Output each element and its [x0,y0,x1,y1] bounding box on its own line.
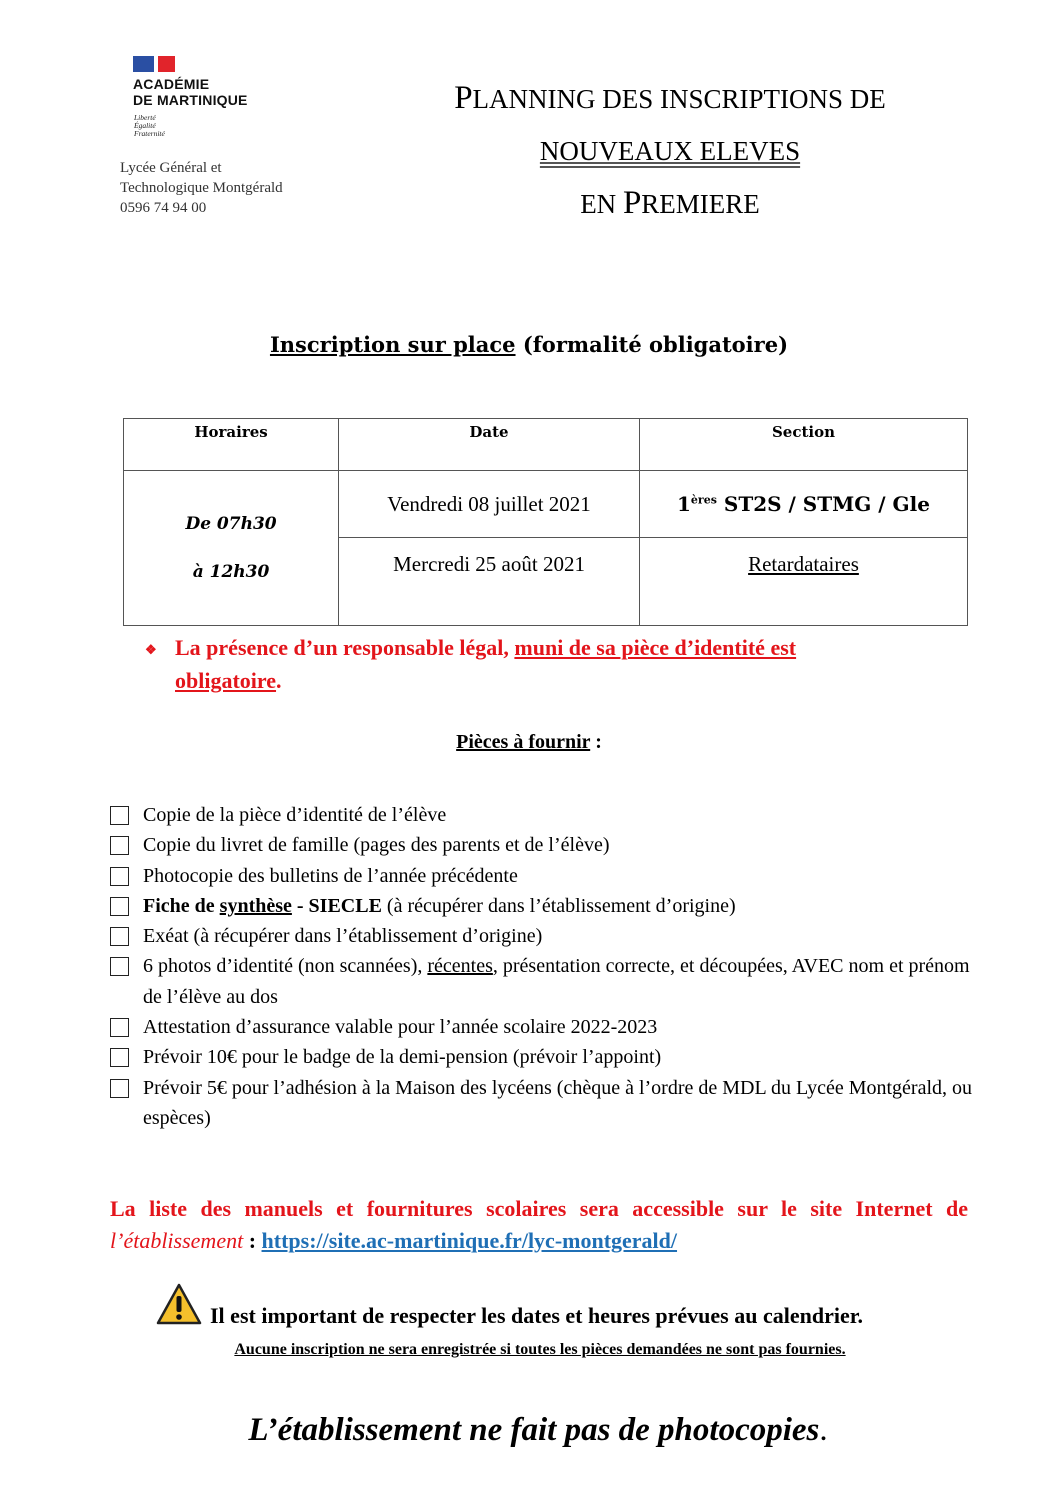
info-text: La liste des manuels et fournitures scolaires sera accessible sur le site Internet de [110,1196,968,1221]
header-date: Date [339,419,640,471]
item-label: Photocopie des bulletins de l’année précédente [143,864,518,887]
notice-text: La présence d’un responsable légal, [175,635,515,660]
checkbox[interactable] [110,957,129,976]
subtitle-underlined: Inscription sur place [269,332,516,357]
item-label: Copie de la pièce d’identité de l’élève [143,804,447,826]
item-label: Copie du livret de famille (pages des parents et de l’élève) [143,834,610,857]
item-label: Prévoir 5€ pour l’adhésion à la Maison des lycéens (chèque à l’ordre de MDL du Lycée Montgérald, ou espèces) [143,1076,973,1129]
school-phone: 0596 74 94 00 [120,200,207,216]
item-underlined: récentes [427,955,493,978]
warning-icon [156,1283,202,1325]
item-rest: (à récupérer dans l’établissement d’origine) [381,894,736,917]
checkbox[interactable] [110,897,129,916]
academie-line1: ACADÉMIE [133,76,210,92]
supplies-info [110,1193,968,1257]
title-initial: P [454,80,473,116]
checkbox[interactable] [110,806,129,825]
checkbox[interactable] [110,927,129,946]
pieces-title-colon: : [590,731,602,753]
title-line2-text: NOUVEAUX ELEVES [539,136,801,166]
item-label: Attestation d’assurance valable pour l’année scolaire 2022-2023 [143,1016,658,1039]
republic-motto [134,114,165,138]
title-line1-text: LANNING DES INSCRIPTIONS DE [472,84,886,114]
item-bold: Fiche de [143,894,220,917]
item-pre: 6 photos d’identité (non scannées), [143,955,428,978]
school-website-link[interactable]: https://site.ac-martinique.fr/lyc-montgerald/ [261,1228,678,1253]
title-line1 [390,72,950,125]
list-item [110,1012,980,1042]
section-superscript: ères [690,493,717,507]
notice-underlined-2: obligatoire [175,668,277,694]
notice-end: . [276,668,282,694]
school-name-line1: Lycée Général et [120,160,222,176]
title-line3 [390,177,950,230]
legal-guardian-notice [145,632,945,696]
warning-subtext: Aucune inscription ne sera enregistrée si toutes les pièces demandées ne sont pas fournies. [234,1341,846,1358]
list-item [110,830,980,860]
hours-end: à 12h30 [192,562,270,582]
item-label: Prévoir 10€ pour le badge de la demi-pension (prévoir l’appoint) [143,1046,662,1069]
notice-underlined: muni de sa pièce d’identité est [514,635,797,660]
list-item [110,1073,980,1134]
hours-cell [124,471,339,626]
school-name-line2: Technologique Montgérald [120,180,283,196]
school-info [120,158,283,218]
item-label [143,891,736,921]
table-row [124,471,968,538]
info-italic: l’établissement [110,1228,244,1253]
footer-end: . [819,1412,828,1448]
no-photocopies-notice [0,1412,1058,1449]
motto-fraternite: Fraternité [134,129,165,138]
section-subtitle [0,332,1058,357]
item-bold-2: - SIECLE [291,894,382,917]
title-line2 [390,125,950,177]
title-line3-prefix: EN [580,189,623,219]
checkbox[interactable] [110,836,129,855]
list-item [110,921,980,951]
date-cell: Mercredi 25 août 2021 [339,538,640,626]
table-header-row [124,419,968,471]
section-cell [639,471,967,538]
list-item [110,800,980,830]
subtitle-rest: (formalité obligatoire) [515,332,789,357]
item-label [143,951,980,1012]
checkbox[interactable] [110,867,129,886]
motto-liberte: Liberté [134,113,156,122]
academie-line2: DE MARTINIQUE [133,92,248,108]
checkbox[interactable] [110,1018,129,1037]
checkbox[interactable] [110,1079,129,1098]
section-names: ST2S / STMG / Gle [716,492,930,516]
documents-checklist [110,800,980,1133]
pieces-title [0,731,1058,754]
page-title [390,72,950,230]
section-cell: Retardataires [639,538,967,626]
item-label: Exéat (à récupérer dans l’établissement d’origine) [143,925,543,948]
date-cell: Vendredi 08 juillet 2021 [339,471,640,538]
list-item [110,891,980,921]
pieces-title-text: Pièces à fournir [456,731,591,753]
item-rest: , présentation correcte, et découpées, AVEC nom et prénom de l’élève au dos [143,955,970,1008]
checkbox[interactable] [110,1048,129,1067]
footer-text: L’établissement ne fait pas de photocopies [248,1412,820,1448]
warning-text: Il est important de respecter les dates et heures prévues au calendrier. [210,1303,863,1328]
motto-egalite: Égalité [134,121,156,130]
schedule-table [123,418,968,626]
list-item [110,1042,980,1072]
item-bold-underlined: synthèse [219,894,292,917]
diamond-bullet-icon: ❖ [145,642,157,658]
academie-name [133,76,248,108]
title-line3-text: REMIERE [641,189,760,219]
header-section: Section [639,419,967,471]
republique-francaise-flag-logo [133,56,175,72]
list-item [110,861,980,891]
header-horaires: Horaires [124,419,339,471]
section-number: 1 [676,492,691,516]
hours-start: De 07h30 [185,514,277,534]
title-line3-initial: P [622,185,642,221]
list-item [110,951,980,1012]
info-colon: : [243,1228,262,1253]
